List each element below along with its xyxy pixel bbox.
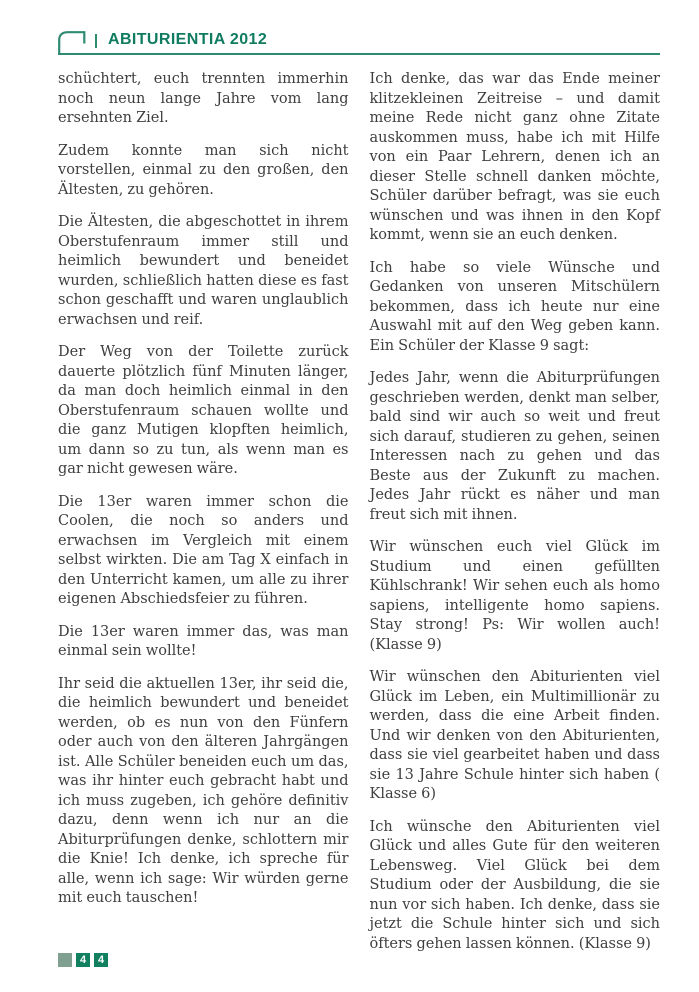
paragraph: Die Ältesten, die abgeschottet in ihrem Oberstufenraum immer still und heimlich bewundert und beneidet wurden, schließlich hatten diese es fast schon geschafft und waren unglaublich erwachsen und reif. [58,214,349,328]
paragraph: Zudem konnte man sich nicht vorstellen, einmal zu den großen, den Ältesten, zu gehören. [58,142,349,198]
paragraph: Die 13er waren immer schon die Coolen, die noch so anders und erwachsen im Vergleich mit einem selbst wirkten. Die am Tag X einfach in den Unterricht kamen, um alle zu ihrer eigenen Abschiedsfeier zu führen. [58,493,349,607]
page-title: ABITURIENTIA 2012 [108,31,268,48]
page-number-badge: 4 [76,953,90,967]
paragraph: Ich denke, das war das Ende meiner klitzekleinen Zeitreise – und damit meine Rede nicht ganz ohne Zitate auskommen muss, habe ich mit Hilfe von ein Paar Lehrern, denen ich an dieser Stelle schnell danken möchte, Schüler darüber befragt, was sie euch wünschen und was ihnen in den Kopf kommt, wenn sie an euch denken. [369,71,660,243]
footer-marker-square [58,953,72,967]
paragraph: Die 13er waren immer das, was man einmal sein wollte! [58,623,349,659]
right-column [370,70,661,967]
paragraph: Wir wünschen den Abiturienten viel Glück im Leben, ein Multimillionär zu werden, dass die eine Arbeit finden. Und wir denken von den Abiturienten, dass sie viel gearbeitet haben und dass sie 13 Jahre Schule hinter sich haben ( Klasse 6) [369,669,660,802]
page-header [58,30,660,55]
paragraph: Ich habe so viele Wünsche und Gedanken von unseren Mitschülern bekommen, dass ich heute nur eine Auswahl mit auf den Weg geben kann. Ein Schüler der Klasse 9 sagt: [369,259,660,354]
folder-tab-outline-icon [58,30,86,53]
paragraph: Ich wünsche den Abiturienten viel Glück und alles Gute für den weiteren Lebensweg. Viel Glück bei dem Studium oder der Ausbildung, die sie nun vor sich haben. Ich denke, dass sie jetzt die Schule hinter sich und sich öfters gehen lassen können. (Klasse 9) [369,818,660,952]
paragraph: Wir wünschen euch viel Glück im Studium und einen gefüllten Kühlschrank! Wir sehen euch als homo sapiens, intelligente homo sapiens. Stay strong! Ps: Wir wollen auch! (Klasse 9) [369,539,660,653]
header-separator [95,34,97,48]
page-footer [58,953,108,967]
paragraph: Jedes Jahr, wenn die Abiturprüfungen geschrieben werden, denkt man selber, bald sind wir auch so weit und freut sich darauf, studieren zu gehen, seinen Interessen nach zu gehen und das Beste aus der Zukunft zu machen. Jedes Jahr rückt es näher und man freut sich mit ihnen. [369,370,660,523]
paragraph: schüchtert, euch trennten immerhin noch neun lange Jahre vom lang ersehnten Ziel. [58,71,349,126]
paragraph: Der Weg von der Toilette zurück dauerte plötzlich fünf Minuten länger, da man doch heimlich einmal in den Oberstufenraum schauen wollte und die ganz Mutigen klopften heimlich, um dann so zu tun, als wenn man es gar nicht gewesen wäre. [58,344,349,477]
article-columns [58,70,660,967]
paragraph: Ihr seid die aktuellen 13er, ihr seid die, die heimlich bewundert und beneidet werden, ob es nun von den Fünfern oder auch von den älteren Jahrgängen ist. Alle Schüler beneiden euch um das, was ihr hinter euch gebracht habt und ich muss zugeben, ich gehöre definitiv dazu, denn wenn ich nur an die Abiturprüfungen denke, schlottern mir die Knie! Ich denke, ich spreche für alle, wenn ich sage: Wir würden gerne mit euch tauschen! [58,675,349,906]
page-number-badge: 4 [94,953,108,967]
left-column [58,70,349,967]
